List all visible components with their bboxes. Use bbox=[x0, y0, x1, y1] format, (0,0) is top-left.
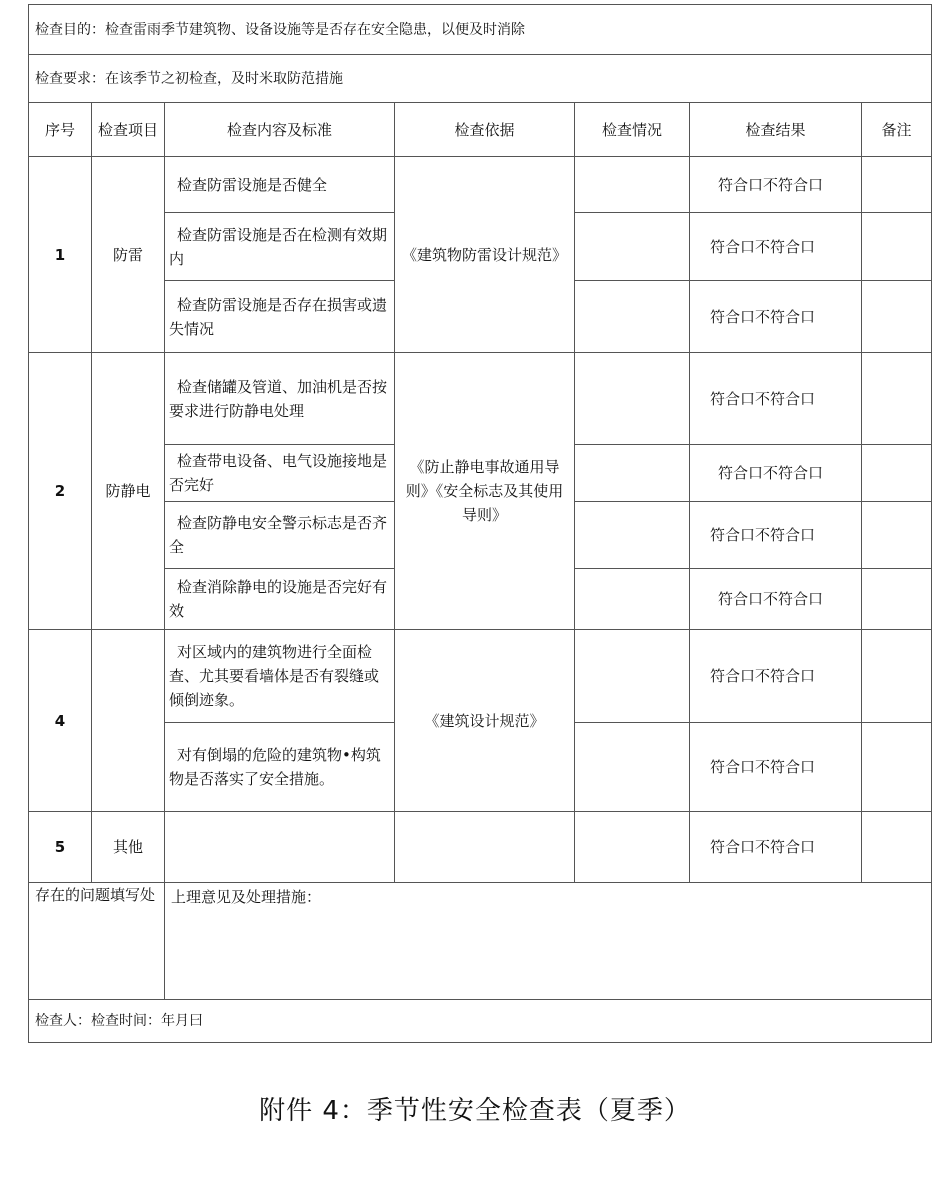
result-cell[interactable]: 符合口不符合口 bbox=[690, 630, 862, 723]
item-cell: 防雷 bbox=[92, 157, 165, 353]
result-cell[interactable]: 符合口不符合口 bbox=[690, 569, 862, 630]
content-cell bbox=[165, 569, 395, 630]
seq-cell: 4 bbox=[29, 630, 92, 812]
content-text: 对有倒塌的危险的建筑物•构筑物是否落实了安全措施。 bbox=[169, 746, 381, 788]
issues-row bbox=[29, 883, 932, 1000]
content-cell bbox=[165, 353, 395, 445]
basis-cell: 《建筑设计规范》 bbox=[395, 630, 575, 812]
content-cell bbox=[165, 213, 395, 281]
seq-cell: 1 bbox=[29, 157, 92, 353]
header-situation: 检查情况 bbox=[575, 103, 690, 157]
content-text: 检查带电设备、电气设施接地是否完好 bbox=[169, 452, 388, 494]
result-cell[interactable]: 符合口不符合口 bbox=[690, 723, 862, 812]
header-seq: 序号 bbox=[29, 103, 92, 157]
table-row bbox=[29, 157, 932, 213]
remark-cell[interactable] bbox=[862, 281, 932, 353]
item-cell: 防静电 bbox=[92, 353, 165, 630]
content-text: 检查消除静电的设施是否完好有效 bbox=[169, 578, 388, 620]
content-cell[interactable] bbox=[165, 812, 395, 883]
inspector-row bbox=[29, 1000, 932, 1043]
remark-cell[interactable] bbox=[862, 723, 932, 812]
situation-cell[interactable] bbox=[575, 812, 690, 883]
situation-cell[interactable] bbox=[575, 569, 690, 630]
basis-cell: 《防止静电事故通用导则》《安全标志及其使用导则》 bbox=[395, 353, 575, 630]
content-cell bbox=[165, 445, 395, 502]
inspector-field[interactable]: 检查人：检查时间：年月曰 bbox=[29, 1000, 932, 1043]
content-cell bbox=[165, 502, 395, 569]
result-cell[interactable]: 符合口不符合口 bbox=[690, 502, 862, 569]
remark-cell[interactable] bbox=[862, 353, 932, 445]
remark-cell[interactable] bbox=[862, 445, 932, 502]
table-row bbox=[29, 630, 932, 723]
situation-cell[interactable] bbox=[575, 281, 690, 353]
content-text: 检查防雷设施是否在检测有效期内 bbox=[169, 225, 388, 268]
content-text: 检查防雷设施是否存在损害或遗失情况 bbox=[169, 295, 388, 338]
result-cell[interactable]: 符合口不符合口 bbox=[690, 281, 862, 353]
remark-cell[interactable] bbox=[862, 569, 932, 630]
situation-cell[interactable] bbox=[575, 445, 690, 502]
attachment-title: 附件 4：季节性安全检查表（夏季） bbox=[259, 1096, 691, 1126]
content-text: 对区域内的建筑物进行全面检查、尤其要看墙体是否有裂缝或倾倒迹象。 bbox=[169, 643, 380, 709]
basis-cell[interactable] bbox=[395, 812, 575, 883]
result-cell[interactable]: 符合口不符合口 bbox=[690, 157, 862, 213]
content-cell bbox=[165, 157, 395, 213]
header-basis: 检查依据 bbox=[395, 103, 575, 157]
handling-measures-field[interactable]: 上理意见及处理措施： bbox=[165, 883, 932, 1000]
item-cell bbox=[92, 630, 165, 812]
content-cell bbox=[165, 281, 395, 353]
content-text: 检查储罐及管道、加油机是否按要求进行防静电处理 bbox=[169, 377, 388, 420]
result-cell[interactable]: 符合口不符合口 bbox=[690, 445, 862, 502]
header-item: 检查项目 bbox=[92, 103, 165, 157]
remark-cell[interactable] bbox=[862, 157, 932, 213]
header-result: 检查结果 bbox=[690, 103, 862, 157]
issues-label: 存在的问题填写处 bbox=[29, 883, 165, 1000]
result-cell[interactable]: 符合口不符合口 bbox=[690, 812, 862, 883]
result-cell[interactable]: 符合口不符合口 bbox=[690, 353, 862, 445]
remark-cell[interactable] bbox=[862, 812, 932, 883]
situation-cell[interactable] bbox=[575, 213, 690, 281]
seq-cell: 2 bbox=[29, 353, 92, 630]
situation-cell[interactable] bbox=[575, 502, 690, 569]
remark-cell[interactable] bbox=[862, 213, 932, 281]
situation-cell[interactable] bbox=[575, 353, 690, 445]
inspection-purpose: 检查目的：检查雷雨季节建筑物、设备设施等是否存在安全隐患，以便及时消除 bbox=[29, 5, 932, 55]
content-text: 检查防雷设施是否健全 bbox=[177, 175, 328, 194]
content-cell bbox=[165, 630, 395, 723]
remark-cell[interactable] bbox=[862, 502, 932, 569]
item-cell: 其他 bbox=[92, 812, 165, 883]
basis-cell: 《建筑物防雷设计规范》 bbox=[395, 157, 575, 353]
remark-cell[interactable] bbox=[862, 630, 932, 723]
content-cell bbox=[165, 723, 395, 812]
situation-cell[interactable] bbox=[575, 630, 690, 723]
table-row bbox=[29, 812, 932, 883]
inspection-requirement: 检查要求：在该季节之初检查，及时米取防范措施 bbox=[29, 55, 932, 103]
result-cell[interactable]: 符合口不符合口 bbox=[690, 213, 862, 281]
header-row bbox=[29, 103, 932, 157]
safety-inspection-table bbox=[28, 4, 932, 1043]
table-row bbox=[29, 353, 932, 445]
situation-cell[interactable] bbox=[575, 723, 690, 812]
content-text: 检查防静电安全警示标志是否齐全 bbox=[169, 514, 388, 556]
header-content: 检查内容及标准 bbox=[165, 103, 395, 157]
seq-cell: 5 bbox=[29, 812, 92, 883]
situation-cell[interactable] bbox=[575, 157, 690, 213]
header-remark: 备注 bbox=[862, 103, 932, 157]
